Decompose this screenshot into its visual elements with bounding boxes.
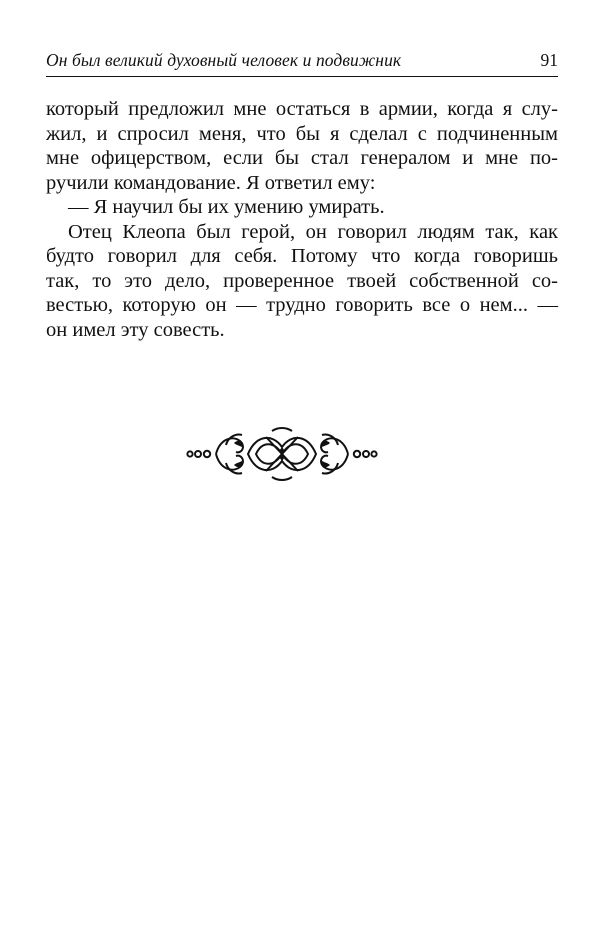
text-line: так, то это дело, проверенное твоей собственной со- (46, 269, 558, 292)
text-line: жил, и спросил меня, что бы я сделал с подчиненным (46, 122, 558, 145)
body-text (46, 97, 558, 342)
page-number: 91 (540, 50, 558, 70)
paragraph-start-line: Отец Клеопа был герой, он говорил людям так, как (68, 220, 558, 243)
text-line: мне офицерством, если бы стал генералом и мне по- (46, 147, 558, 169)
running-header (46, 48, 558, 77)
text-line: который предложил мне остаться в армии, когда я слу- (46, 98, 558, 120)
text-line: ручили командование. Я ответил ему: (46, 171, 376, 194)
text-line: будто говорил для себя. Потому что когда говоришь (46, 245, 558, 267)
dialogue-line: — Я научил бы их умению умирать. (68, 196, 385, 218)
text-line: он имел эту совесть. (46, 318, 225, 341)
celtic-knot-ornament-icon (186, 425, 378, 483)
running-title: Он был великий духовный человек и подвижник (46, 50, 402, 70)
text-line: вестью, которую он — трудно говорить все о нем... — (46, 294, 558, 316)
